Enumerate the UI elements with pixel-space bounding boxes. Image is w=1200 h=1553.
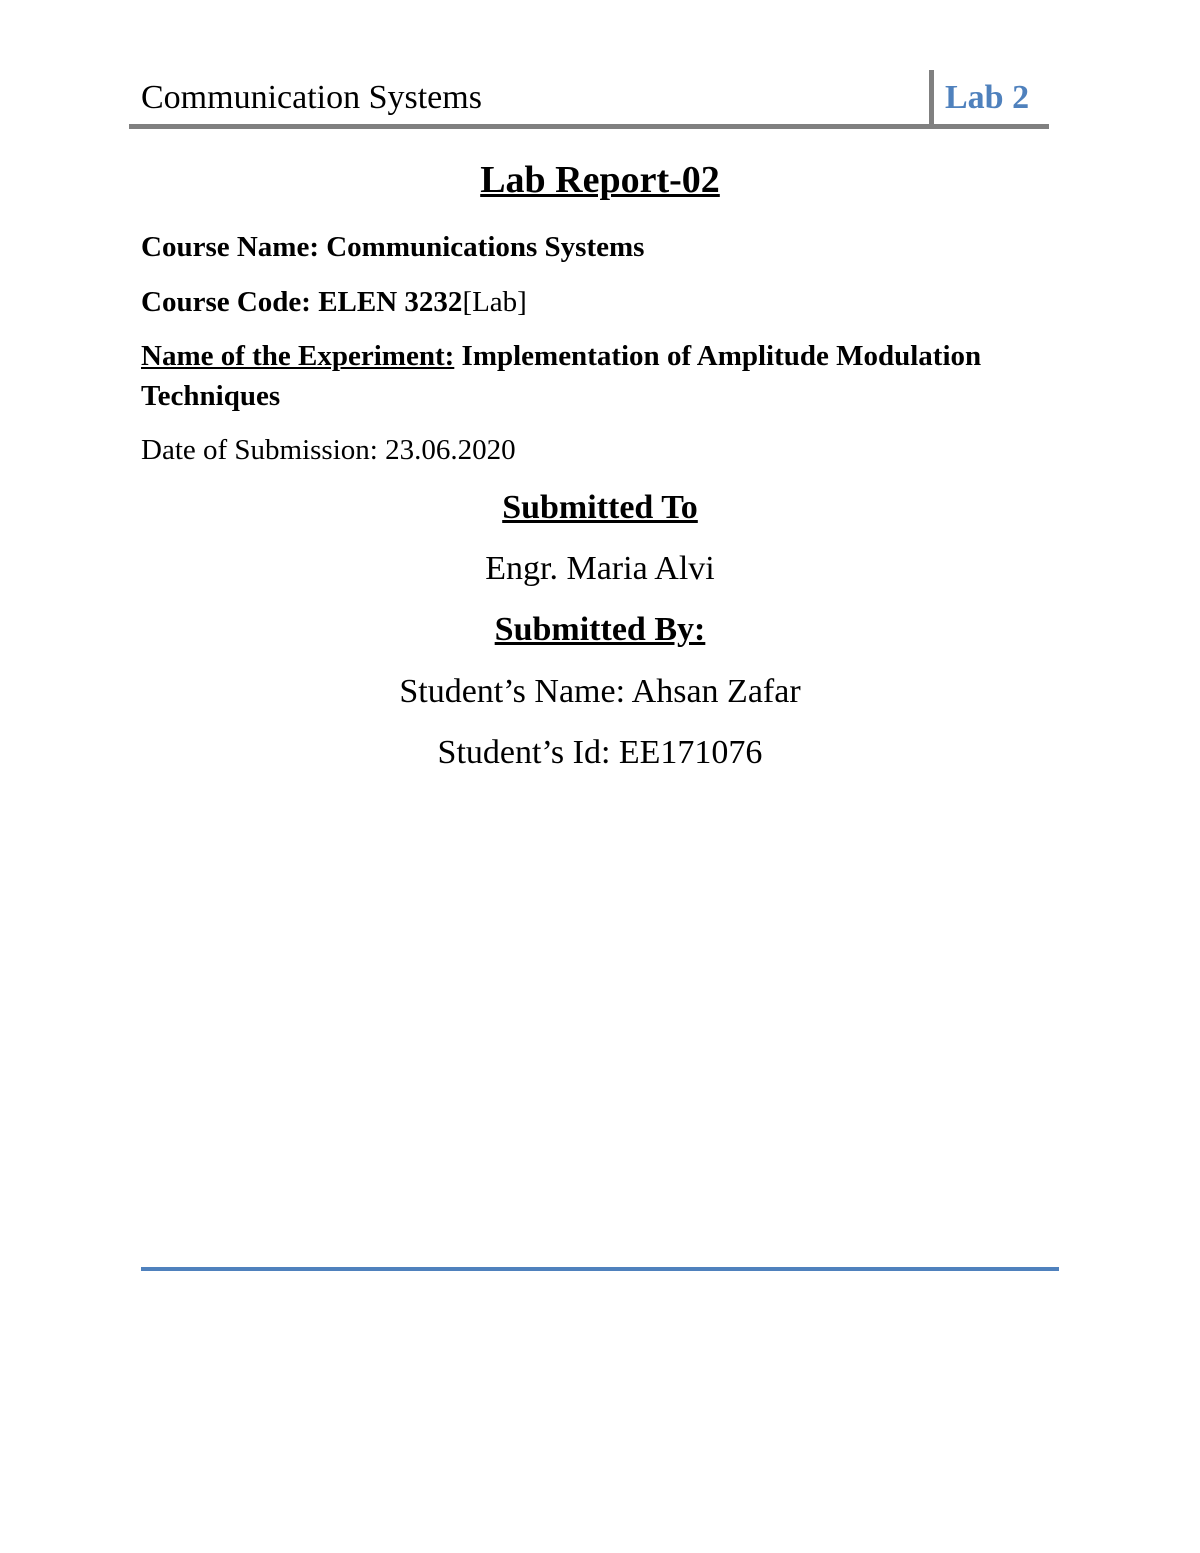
submitted-by-heading: Submitted By: [494, 611, 706, 648]
experiment-value-line1: Implementation of Amplitude Modulation [461, 340, 982, 372]
submitted-to-heading: Submitted To [502, 489, 698, 526]
header-vertical-divider [929, 70, 934, 127]
header-lab-label: Lab 2 [945, 79, 1030, 116]
student-id-line [0, 733, 1200, 773]
course-name-value: Communications Systems [326, 231, 645, 263]
submission-date-line [141, 430, 516, 470]
submission-date-label: Date of Submission: [141, 434, 378, 466]
header-course-title: Communication Systems [141, 79, 482, 116]
experiment-value-line2: Techniques [141, 380, 281, 412]
student-name-line [0, 672, 1200, 712]
course-name-label: Course Name: [141, 231, 319, 263]
student-id-label: Student’s Id: [437, 734, 611, 771]
header-horizontal-rule [129, 124, 1049, 129]
course-name-line [141, 227, 644, 267]
student-name-label: Student’s Name: [399, 673, 626, 710]
course-code-suffix: [Lab] [462, 286, 527, 318]
course-code-line [141, 282, 527, 322]
student-id-value: EE171076 [618, 734, 763, 771]
report-title: Lab Report-02 [480, 159, 720, 201]
footer-rule [141, 1267, 1059, 1271]
experiment-line [141, 336, 981, 376]
submission-date-value: 23.06.2020 [385, 434, 516, 466]
submitted-to-name: Engr. Maria Alvi [485, 550, 715, 587]
course-code-label: Course Code: [141, 286, 311, 318]
experiment-line-2 [141, 376, 280, 416]
experiment-label: Name of the Experiment: [141, 340, 455, 372]
course-code-value: ELEN 3232 [318, 286, 463, 318]
student-name-value: Ahsan Zafar [631, 673, 801, 710]
